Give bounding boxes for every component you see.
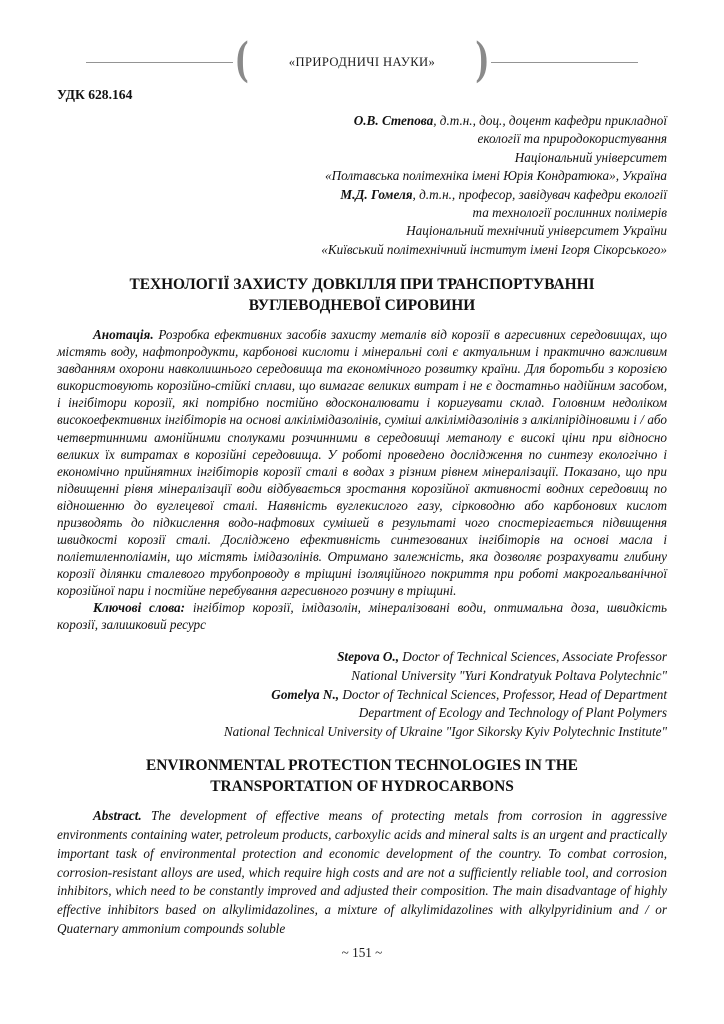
article-title-uk: ТЕХНОЛОГІЇ ЗАХИСТУ ДОВКІЛЛЯ ПРИ ТРАНСПОРТУВАННІ ВУГЛЕВОДНЕВОЇ СИРОВИНИ bbox=[129, 276, 595, 314]
author-line: Національний технічний університет України bbox=[406, 223, 667, 239]
header-rule-right bbox=[491, 62, 638, 63]
authors-block-uk bbox=[57, 112, 667, 259]
author-line: National Technical University of Ukraine "Igor Sikorsky Kyiv Polytechnic Institute" bbox=[223, 724, 667, 740]
journal-header bbox=[57, 34, 667, 89]
author-line: Національний університет bbox=[514, 149, 667, 165]
author-line: та технології рослинних полімерів bbox=[472, 205, 667, 221]
author-line: «Полтавська політехніка імені Юрія Кондратюка», Україна bbox=[325, 168, 667, 184]
header-bracket-left-icon: ( bbox=[234, 34, 249, 89]
article-title-en: ENVIRONMENTAL PROTECTION TECHNOLOGIES IN THE TRANSPORTATION OF HYDROCARBONS bbox=[146, 757, 578, 795]
page-number: ~ 151 ~ bbox=[341, 945, 383, 960]
keywords-uk-text: інгібітор корозії, імідазолін, мінералізовані води, оптимальна доза, швидкість корозії, залишковий ресурс bbox=[57, 600, 667, 633]
abstract-uk-label: Анотація. bbox=[93, 327, 154, 343]
keywords-uk-label: Ключові слова: bbox=[93, 600, 186, 615]
udc-code: УДК 628.164 bbox=[57, 87, 133, 102]
header-rule-left bbox=[86, 62, 233, 63]
author-line: National University "Yuri Kondratyuk Poltava Polytechnic" bbox=[351, 667, 667, 683]
authors-block-en bbox=[57, 648, 667, 742]
author-line: Department of Ecology and Technology of Plant Polymers bbox=[358, 705, 667, 721]
author-line: «Київський політехнічний інститут імені Ігоря Сікорського» bbox=[321, 241, 667, 257]
abstract-en bbox=[57, 807, 667, 939]
author-line: М.Д. Гомеля, д.т.н., професор, завідувач кафедри екології bbox=[340, 186, 667, 202]
author-line: Stepova O., Doctor of Technical Sciences, Associate Professor bbox=[337, 649, 667, 665]
author-line: екології та природокористування bbox=[477, 131, 667, 147]
author-line: О.В. Степова, д.т.н., доц., доцент кафедри прикладної bbox=[353, 113, 667, 128]
abstract-en-text: The development of effective means of protecting metals from corrosion in aggressive environments containing water, petroleum products, carboxylic acids and mineral salts is an urgent and practically important task of environmental protection and economic development of the country. To combat corrosion, corrosion-resistant alloys are used, which require high costs and are not a sufficiently reliable tool, and corrosion inhibitors, which need to be constantly improved and adjusted their composition. The main disadvantage of highly effective inhibitors based on alkylimidazolines, a mixture of alkylimidazolines with alkylpyridinium and / or Quaternary ammonium compounds soluble bbox=[57, 808, 667, 937]
abstract-uk bbox=[57, 326, 667, 599]
header-bracket-right-icon: ) bbox=[475, 34, 490, 89]
journal-section-title: «ПРИРОДНИЧІ НАУКИ» bbox=[288, 54, 436, 69]
abstract-en-label: Abstract. bbox=[93, 808, 142, 824]
abstract-uk-text: Розробка ефективних засобів захисту металів від корозії в агресивних середовищах, що містять воду, нафтопродукти, карбонові кислоти і мінеральні солі є актуальним і практично важливим завданням охорони навколишнього середовища та економічного розвитку країни. Для боротьби з корозією використовують корозійно-стійкі сплави, що вимагає великих витрат і не є достатньо надійним засобом, і інгібітори корозії, які потрібно постійно вдосконалювати і коригувати склад. Головним недоліком високоефективних інгібіторів на основі алкілімідазолінів, суміші алкілімідазолінів з алкілпірідіновими і / або четвертинними амонійними сполуками розчинними в середовищі метанолу є високі ціни при відносно великих їх витратах в корозійні середовища. У роботі проведено дослідження по синтезу екологічно і економічно прийнятних інгібіторів корозії сталі в водах з різним рівнем мінералізації. Показано, що при підвищенні рівня мінералізації води відбувається зростання корозійної активності водних середовищ по відношенню до вуглецевої сталі. Наявність вуглекислого газу, сірководню або карбонових кислот призводять до підкислення водо-нафтових сумішей в результаті чого спостерігається підвищення швидкості корозії сталі. Досліджено ефективність синтезованих інгібіторів на основі масла і поліетиленполіамін, що містять імідазолінів. Отримано залежність, яка дозволяє розрахувати глибину корозії ділянки сталевого трубопроводу в тріщині ізоляційного покриття при роботі макрогальванічної корозійної пари і постійне перебування агресивного розчину в тріщині. bbox=[57, 327, 667, 598]
keywords-uk bbox=[57, 599, 667, 633]
author-line: Gomelya N., Doctor of Technical Sciences, Professor, Head of Department bbox=[271, 686, 667, 702]
